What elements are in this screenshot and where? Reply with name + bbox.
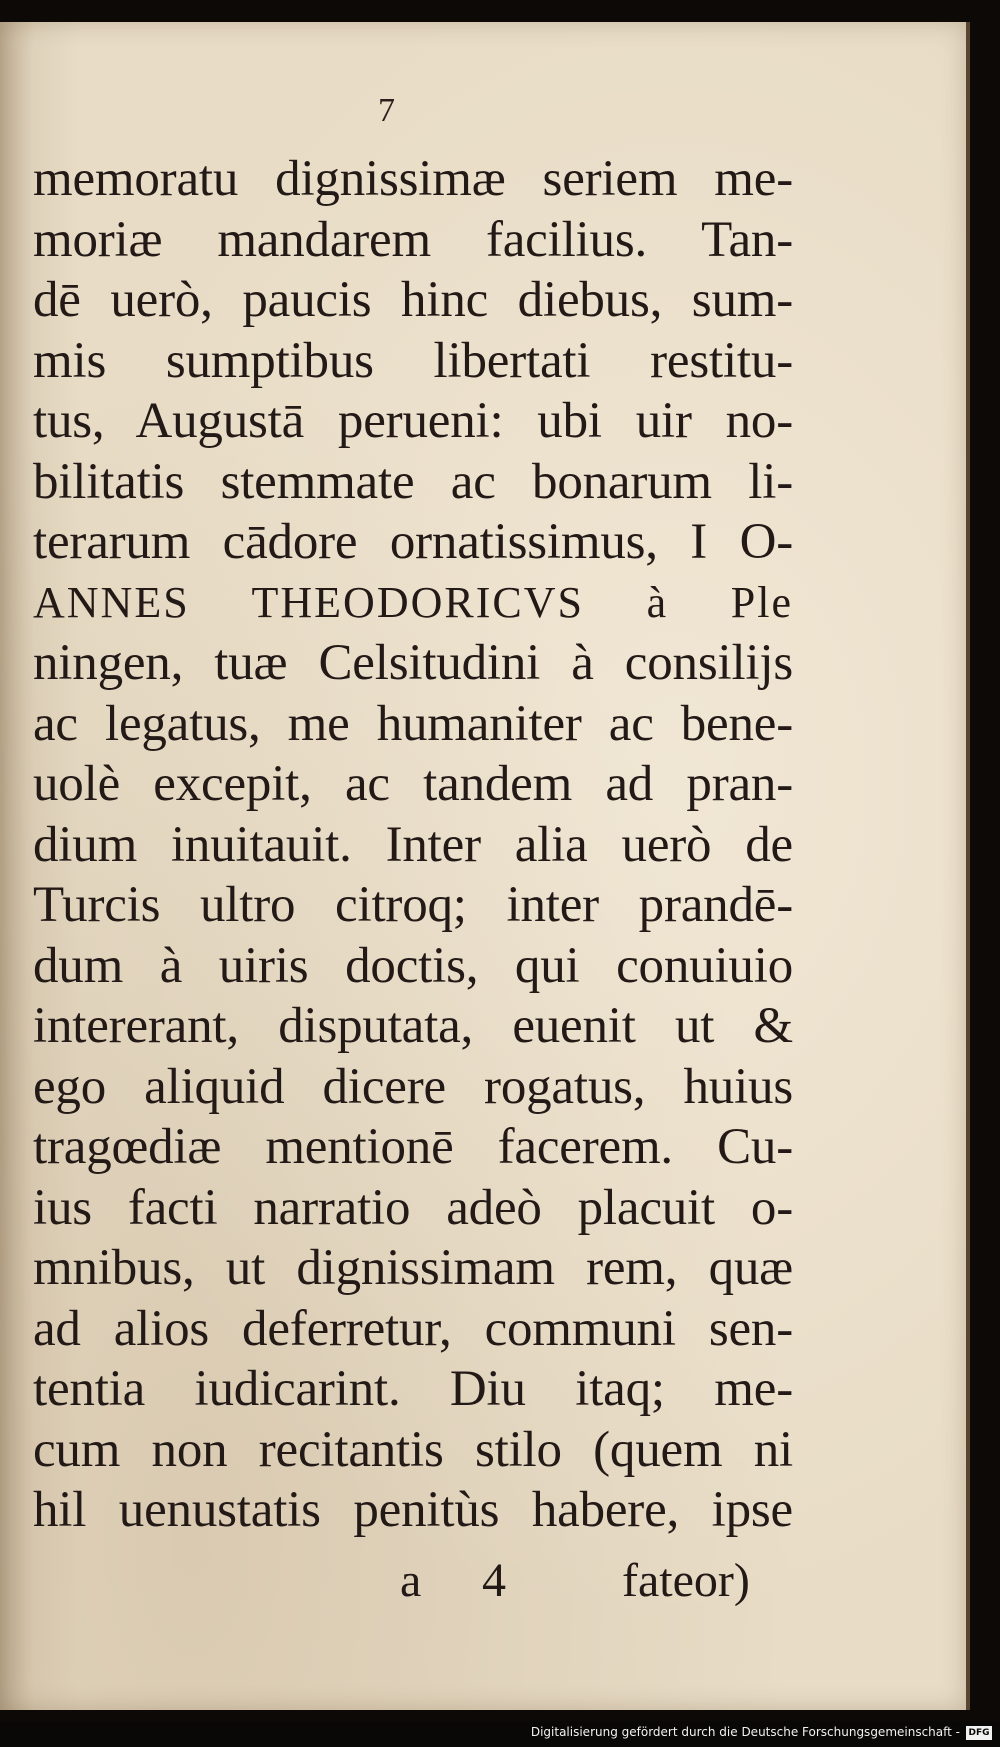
text-line: ius facti narratio adeò placuit o- [33,1179,793,1236]
text-line: ac legatus, me humaniter ac bene- [33,695,793,752]
funding-credit: Digitalisierung gefördert durch die Deutsche Forschungsgemeinschaft - [530,1725,960,1739]
text-line: dum à uiris doctis, qui conuiuio [33,937,793,994]
text-line: mis sumptibus libertati restitu- [33,332,793,389]
text-line: mnibus, ut dignissimam rem, quæ [33,1240,793,1296]
text-line: terarum cādore ornatissimus, I O- [33,514,793,570]
text-line: cum non recitantis stilo (quem ni [33,1421,793,1478]
text-line: ningen, tuæ Celsitudini à consilijs [33,635,793,691]
body-text [33,149,793,1541]
text-line: tentia iudicarint. Diu itaq; me- [33,1361,793,1417]
text-line: intererant, disputata, euenit ut & [33,998,793,1054]
text-line: Turcis ultro citroq; inter prandē- [33,877,793,933]
text-line: ad alios deferretur, communi sen- [33,1300,793,1357]
page-number: 7 [378,92,395,129]
dfg-logo: DFG [966,1726,992,1740]
text-line: uolè excepit, ac tandem ad pran- [33,756,793,812]
text-line: moriæ mandarem facilius. Tan- [33,211,793,268]
text-line: ego aliquid dicere rogatus, huius [33,1058,793,1115]
signature-mark: a [400,1554,422,1607]
catchword: fateor) [622,1554,750,1607]
quire-number: 4 [482,1554,506,1607]
text-line: memoratu dignissimæ seriem me- [33,151,793,207]
text-line: tus, Augustā perueni: ubi uir no- [33,393,793,449]
digitization-footer [0,1721,1000,1747]
text-line: dē uerò, paucis hinc diebus, sum- [33,272,793,328]
signature-line [400,1553,790,1607]
text-line: bilitatis stemmate ac bonarum li- [33,453,793,510]
text-line: dium inuitauit. Inter alia uerò de [33,816,793,873]
text-line: hil uenustatis penitùs habere, ipse [33,1482,793,1538]
text-line: tragœdiæ mentionē facerem. Cu- [33,1119,793,1175]
text-line-small-caps: ANNES THEODORICVS à Ple [33,577,793,627]
book-page [0,22,970,1710]
